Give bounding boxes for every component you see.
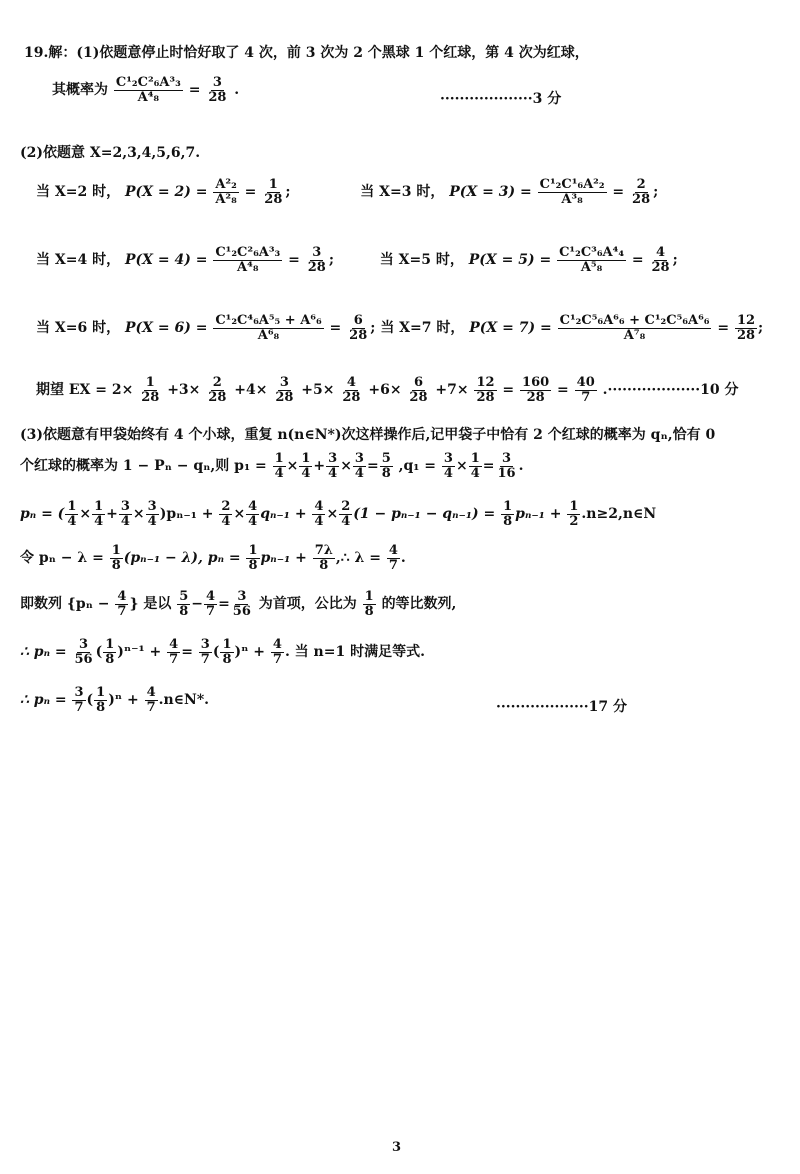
part1-probability: 其概率为 $\frac{\text{C¹₂C²₆A³₃}}{\text{A⁴₈}}$ = $\frac{3}{28}$ .	[52, 75, 240, 105]
part1-fraction: $\frac{\text{C¹₂C²₆A³₃}}{\text{A⁴₈}}$	[115, 75, 181, 105]
part2-expectation: 期望 EX = 2× $\frac{1}{28}$ +3× $\frac{2}{28}$ +4× $\frac{3}{28}$ +5× $\frac{4}{28}$ +6× $\frac{6}{28}$ +7× $\frac{12}{28}$ = $\frac{160}{28}$ = $\frac{40}{7}$ .···················10 分	[36, 375, 739, 405]
question-header	[24, 42, 589, 62]
part3-sequence: 即数列 {pₙ − $\frac{4}{7}$ } 是以 $\frac{5}{8}$ − $\frac{4}{7}$ = $\frac{3}{56}$ 为首项，公比为 $\frac{1}{8}$ 的等比数列,	[20, 589, 457, 619]
question-19-intro: 19.解：(1)依题意停止时恰好取了 4 次，前 3 次为 2 个黑球 1 个红球，第 4 次为红球，	[24, 45, 589, 61]
part3-line2: 个红球的概率为 1 − Pₙ − qₙ,则 p₁ = $\frac{1}{4}$ × $\frac{1}{4}$ + $\frac{3}{4}$ × $\frac{3}{4}$ = $\frac{5}{8}$ ,q₁ = $\frac{3}{4}$ × $\frac{1}{4}$ = $\frac{3}{16}$ .	[20, 451, 524, 481]
part2-intro: (2)依题意 X=2,3,4,5,6,7.	[20, 145, 201, 161]
part1-value: $\frac{3}{28}$	[208, 75, 227, 105]
score-17: ···················17 分	[496, 699, 627, 715]
part3-let: 令 pₙ − λ = $\frac{1}{8}$ (pₙ₋₁ − λ), pₙ = $\frac{1}{8}$ pₙ₋₁ + $\frac{7\lambda}{8}$ ,∴ λ = $\frac{4}{7}$ .	[20, 543, 406, 573]
part3-so1: ∴ pₙ = $\frac{3}{56}$ ( $\frac{1}{8}$ )ⁿ⁻¹ + $\frac{4}{7}$ = $\frac{3}{7}$ ( $\frac{1}{8}$ )ⁿ + $\frac{4}{7}$ . 当 n=1 时满足等式.	[20, 637, 425, 667]
score-3: ···················3 分	[440, 91, 562, 107]
part3-recurrence: pₙ = ( $\frac{1}{4}$ × $\frac{1}{4}$ + $\frac{3}{4}$ × $\frac{3}{4}$ )pₙ₋₁ + $\frac{2}{4}$ × $\frac{4}{4}$ qₙ₋₁ + $\frac{4}{4}$ × $\frac{2}{4}$ (1 − pₙ₋₁ − qₙ₋₁) = $\frac{1}{8}$ pₙ₋₁ + $\frac{1}{2}$ .n≥2,n∈N	[20, 499, 657, 529]
part2-row-x2-x3: 当 X=2 时， P(X = 2) = $\frac{\text{A²₂}}{\text{A²₈}}$ = $\frac{1}{28}$ ; 当 X=3 时， P(X = 3) = $\frac{\text{C¹₂C¹₆A²₂}}{\text{A³₈}}$ = $\frac{2}{28}$ ;	[36, 177, 659, 207]
part3-so2: ∴ pₙ = $\frac{3}{7}$ ( $\frac{1}{8}$ )ⁿ + $\frac{4}{7}$ .n∈N*.	[20, 685, 210, 715]
page-number: 3	[392, 1140, 402, 1155]
part2-row-x4-x5: 当 X=4 时， P(X = 4) = $\frac{\text{C¹₂C²₆A³₃}}{\text{A⁴₈}}$ = $\frac{3}{28}$ ; 当 X=5 时， P(X = 5) = $\frac{\text{C¹₂C³₆A⁴₄}}{\text{A⁵₈}}$ = $\frac{4}{28}$ ;	[36, 245, 678, 275]
part2-row-x6-x7: 当 X=6 时， P(X = 6) = $\frac{\text{C¹₂C⁴₆A⁵₅ + A⁶₆}}{\text{A⁶₈}}$ = $\frac{6}{28}$ ; 当 X=7 时， P(X = 7) = $\frac{\text{C¹₂C⁵₆A⁶₆ + C¹₂C⁵₆A⁶₆}}{\text{A⁷₈}}$ = $\frac{12}{28}$ ;	[36, 313, 764, 343]
part3-intro: (3)依题意有甲袋始终有 4 个小球，重复 n(n∈N*)次这样操作后,记甲袋子中恰有 2 个红球的概率为 qₙ,恰有 0	[20, 427, 716, 443]
score-10: .···················10 分	[602, 382, 739, 399]
